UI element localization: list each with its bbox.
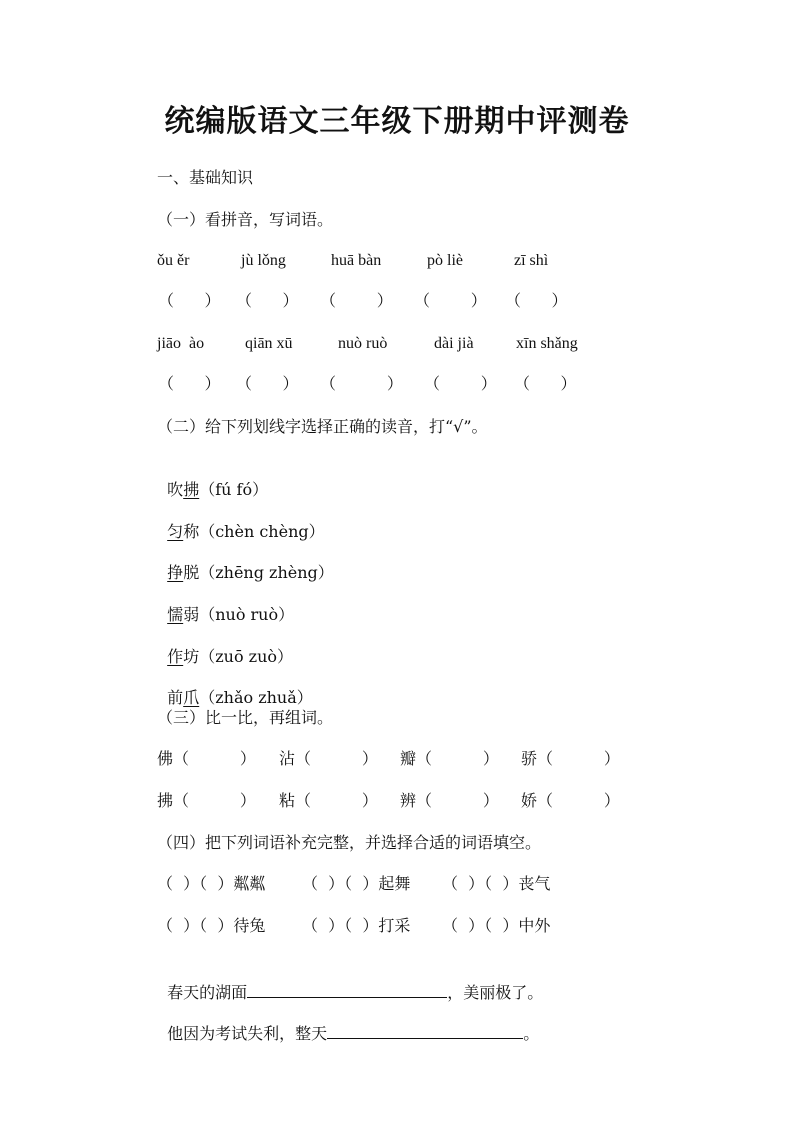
idiom-blank[interactable]: （ ）（ ）起舞: [302, 874, 411, 893]
answer-blank[interactable]: （ ）: [236, 374, 299, 393]
word-group-blank[interactable]: 辨（ ）: [400, 791, 499, 810]
page-title: 统编版语文三年级下册期中评测卷: [164, 104, 630, 139]
idiom-blank[interactable]: （ ）（ ）丧气: [442, 874, 551, 893]
pronunciation-item: 吹拂（fú fó）: [167, 480, 269, 499]
pinyin-options[interactable]: （chèn chèng）: [199, 522, 325, 541]
idiom-blank[interactable]: （ ）（ ）粼粼: [157, 874, 266, 893]
answer-blank[interactable]: （ ）: [424, 374, 497, 393]
pinyin-options[interactable]: （zuō zuò）: [199, 647, 294, 666]
pinyin-options[interactable]: （zhǎo zhuǎ）: [199, 688, 313, 707]
pinyin-item: zī shì: [514, 252, 549, 269]
answer-blank[interactable]: （ ）: [320, 291, 393, 310]
pronunciation-item: 匀称（chèn chèng）: [167, 522, 325, 541]
pronunciation-item: 挣脱（zhēng zhèng）: [167, 563, 334, 582]
fill-blank-line[interactable]: [327, 1020, 523, 1039]
idiom-blank[interactable]: （ ）（ ）打采: [302, 916, 411, 935]
pinyin-item: jiāo ào: [157, 335, 205, 352]
pronunciation-item: 前爪（zhǎo zhuǎ）: [167, 688, 313, 707]
pinyin-item: ǒu ěr: [157, 252, 190, 269]
answer-blank[interactable]: （ ）: [514, 374, 577, 393]
word-group-blank[interactable]: 粘（ ）: [279, 791, 378, 810]
pinyin-item: xīn shǎng: [516, 335, 578, 352]
word-group-blank[interactable]: 拂（ ）: [157, 791, 256, 810]
word-group-blank[interactable]: 沾（ ）: [279, 749, 378, 768]
pinyin-options[interactable]: （zhēng zhèng）: [199, 563, 334, 582]
pinyin-item: jù lǒng: [241, 252, 286, 269]
word-group-blank[interactable]: 骄（ ）: [521, 749, 620, 768]
idiom-blank[interactable]: （ ）（ ）中外: [442, 916, 551, 935]
idiom-blank[interactable]: （ ）（ ）待兔: [157, 916, 266, 935]
answer-blank[interactable]: （ ）: [158, 291, 221, 310]
word-group-blank[interactable]: 佛（ ）: [157, 749, 256, 768]
part1-heading: （一）看拼音，写词语。: [157, 210, 334, 229]
part4-heading: （四）把下列词语补充完整，并选择合适的词语填空。: [157, 833, 542, 852]
section-heading: 一、基础知识: [157, 168, 254, 187]
underlined-char: 懦: [167, 605, 184, 624]
fill-blank-line[interactable]: [247, 979, 447, 998]
fill-sentence: 他因为考试失利，整天 。: [157, 998, 539, 1045]
pinyin-item: huā bàn: [331, 252, 382, 269]
underlined-char: 爪: [183, 688, 200, 707]
pinyin-options[interactable]: （nuò ruò）: [199, 605, 295, 624]
pinyin-item: dài jià: [434, 335, 474, 352]
underlined-char: 挣: [167, 563, 184, 582]
pinyin-item: pò liè: [427, 252, 463, 269]
pinyin-options[interactable]: （fú fó）: [199, 480, 269, 499]
pinyin-item: nuò ruò: [338, 335, 388, 352]
answer-blank[interactable]: （ ）: [236, 291, 299, 310]
answer-blank[interactable]: （ ）: [414, 291, 487, 310]
answer-blank[interactable]: （ ）: [505, 291, 568, 310]
answer-blank[interactable]: （ ）: [320, 374, 403, 393]
part3-heading: （三）比一比，再组词。: [157, 708, 334, 727]
answer-blank[interactable]: （ ）: [158, 374, 221, 393]
fill-sentence: 春天的湖面 ，美丽极了。: [157, 957, 543, 1004]
underlined-char: 拂: [183, 480, 200, 499]
word-group-blank[interactable]: 瓣（ ）: [400, 749, 499, 768]
word-group-blank[interactable]: 娇（ ）: [521, 791, 620, 810]
pronunciation-item: 懦弱（nuò ruò）: [167, 605, 295, 624]
underlined-char: 匀: [167, 522, 184, 541]
pinyin-item: qiān xū: [245, 335, 293, 352]
part2-heading: （二）给下列划线字选择正确的读音，打“√”。: [157, 417, 488, 436]
underlined-char: 作: [167, 647, 184, 666]
pronunciation-item: 作坊（zuō zuò）: [167, 647, 294, 666]
